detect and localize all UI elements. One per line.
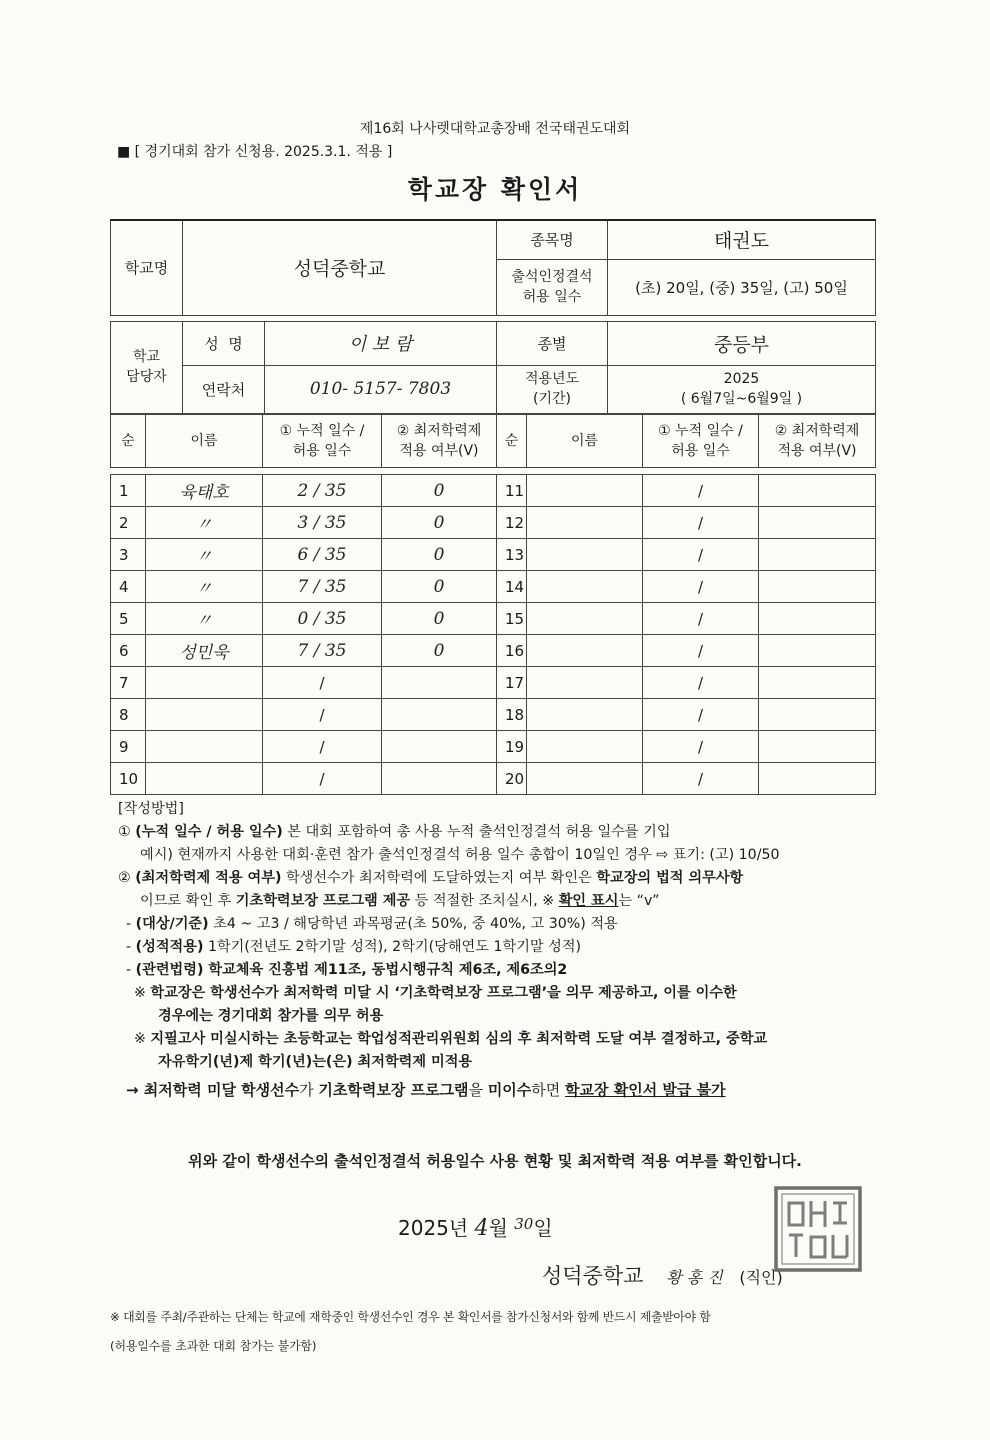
athlete-name <box>527 731 643 763</box>
cumulative-days: / <box>643 475 759 507</box>
table-row <box>111 603 876 635</box>
athlete-name: 〃 <box>146 571 263 603</box>
min-achievement-check <box>759 699 876 731</box>
cumulative-days: / <box>643 667 759 699</box>
row-number: 8 <box>111 699 146 731</box>
col-header-min-line1: ② 최저학력제 <box>396 423 482 439</box>
col-header-no: 순 <box>497 415 527 468</box>
principal-name: 황 홍 진 <box>666 1268 723 1287</box>
athlete-name <box>527 603 643 635</box>
athlete-name <box>527 475 643 507</box>
table-row <box>111 539 876 571</box>
confirmation-statement: 위와 같이 학생선수의 출석인정결석 허용일수 사용 현황 및 최저학력 적용 여부를 확인합니다. <box>188 1152 802 1170</box>
official-seal-icon <box>773 1185 863 1273</box>
manager-label-line1: 학교 <box>132 349 161 365</box>
cumulative-days: / <box>263 667 382 699</box>
date-month: 4 <box>474 1216 489 1241</box>
col-header-min-line2: 적용 여부(V) <box>777 443 857 459</box>
min-achievement-check <box>759 475 876 507</box>
col-header-days-line1: ① 누적 일수 / <box>658 423 743 439</box>
table-row <box>111 699 876 731</box>
athlete-table <box>110 414 876 795</box>
allowance-label-line2: 허용 일수 <box>522 289 582 305</box>
cumulative-days: / <box>263 699 382 731</box>
row-number: 17 <box>497 667 527 699</box>
athlete-name <box>527 763 643 795</box>
min-achievement-check <box>759 731 876 763</box>
athlete-name <box>146 667 263 699</box>
instructions-title: [작성방법] <box>118 801 184 817</box>
row-number: 12 <box>497 507 527 539</box>
athlete-name <box>146 699 263 731</box>
instruction-line: 자유학기(년)제 학기(년)는(은) 최저학력제 미적용 <box>158 1054 473 1070</box>
table-row <box>111 475 876 507</box>
instruction-line: - (대상/기준) 초4 ~ 고3 / 해당학년 과목평균(초 50%, 중 40%, 고 30%) 적용 <box>126 916 618 932</box>
division-label: 종별 <box>497 321 608 365</box>
row-number: 3 <box>111 539 146 571</box>
year-value-period: ( 6월7일~6월9일 ) <box>680 391 803 407</box>
sport-label: 종목명 <box>497 220 608 259</box>
col-header-min-line2: 적용 여부(V) <box>399 443 479 459</box>
row-number: 4 <box>111 571 146 603</box>
cumulative-days: 7 / 35 <box>263 571 382 603</box>
table-row <box>111 731 876 763</box>
cumulative-days: / <box>643 539 759 571</box>
min-achievement-check <box>759 603 876 635</box>
cumulative-days: / <box>643 635 759 667</box>
issue-date <box>398 1212 553 1241</box>
year-label-line2: (기간) <box>533 391 571 407</box>
row-number: 16 <box>497 635 527 667</box>
min-achievement-check <box>759 763 876 795</box>
athlete-name <box>527 635 643 667</box>
athlete-name <box>527 507 643 539</box>
col-header-days-line1: ① 누적 일수 / <box>279 423 365 439</box>
cumulative-days: / <box>643 731 759 763</box>
year-label <box>497 365 608 413</box>
instruction-line: ※ 학교장은 학생선수가 최저학력 미달 시 ‘기초학력보장 프로그램’을 의무 제공하고, 이를 이수한 <box>134 985 737 1001</box>
athlete-name: 육태호 <box>146 475 263 507</box>
row-number: 5 <box>111 603 146 635</box>
col-header-min <box>759 415 876 468</box>
row-number: 18 <box>497 699 527 731</box>
table-row <box>111 507 876 539</box>
table-row <box>111 763 876 795</box>
cumulative-days: / <box>643 507 759 539</box>
date-day-unit: 일 <box>533 1216 553 1240</box>
min-achievement-check <box>759 667 876 699</box>
event-title: 제16회 나사렛대학교총장배 전국태권도대회 <box>359 121 631 137</box>
athlete-name <box>527 667 643 699</box>
row-number: 15 <box>497 603 527 635</box>
sport-value: 태권도 <box>608 220 876 259</box>
cumulative-days: 6 / 35 <box>263 539 382 571</box>
spacer <box>111 468 876 475</box>
athlete-name <box>527 571 643 603</box>
allowance-label <box>497 259 608 315</box>
contact-label: 연락처 <box>183 365 265 413</box>
cumulative-days: 2 / 35 <box>263 475 382 507</box>
info-table <box>110 219 876 414</box>
instruction-line: - (성적적용) 1학기(전년도 2학기말 성적), 2학기(당해연도 1학기말 성적) <box>126 939 582 955</box>
instruction-line: - (관련법령) 학교체육 진흥법 제11조, 동법시행규칙 제6조, 제6조의2 <box>126 962 568 978</box>
min-achievement-check: 0 <box>382 571 497 603</box>
min-achievement-check: 0 <box>382 603 497 635</box>
date-year: 2025년 <box>398 1216 469 1240</box>
min-achievement-check <box>759 571 876 603</box>
footnote-line: (허용일수를 초과한 대회 참가는 불가함) <box>110 1339 317 1353</box>
allowance-value: (초) 20일, (중) 35일, (고) 50일 <box>608 259 876 315</box>
col-header-name: 이름 <box>146 415 263 468</box>
col-header-days-line2: 허용 일수 <box>671 443 730 459</box>
form-tag: ■ [ 경기대회 참가 신청용. 2025.3.1. 적용 ] <box>117 144 393 160</box>
cumulative-days: / <box>263 731 382 763</box>
manager-name-label: 성 명 <box>183 321 265 365</box>
year-label-line1: 적용년도 <box>524 371 580 387</box>
athlete-name <box>527 539 643 571</box>
cumulative-days: / <box>643 603 759 635</box>
athlete-name: 〃 <box>146 539 263 571</box>
row-number: 10 <box>111 763 146 795</box>
cumulative-days: / <box>643 699 759 731</box>
footnote-line: ※ 대회를 주최/주관하는 단체는 학교에 재학중인 학생선수인 경우 본 확인서를 참가신청서와 함께 반드시 제출받아야 함 <box>110 1310 711 1324</box>
table-row <box>111 635 876 667</box>
table-header-row <box>111 415 876 468</box>
manager-name-value: 이 보 람 <box>265 321 497 365</box>
col-header-min <box>382 415 497 468</box>
min-achievement-check: 0 <box>382 539 497 571</box>
row-number: 2 <box>111 507 146 539</box>
school-signature: 성덕중학교 <box>542 1264 644 1288</box>
row-number: 19 <box>497 731 527 763</box>
table-row <box>111 667 876 699</box>
footnote <box>110 1303 880 1361</box>
cumulative-days: 7 / 35 <box>263 635 382 667</box>
date-day: 30 <box>514 1215 534 1233</box>
cumulative-days: / <box>643 763 759 795</box>
instruction-line: 이므로 확인 후 기초학력보장 프로그램 제공 등 적절한 조치실시, ※ 확인 표시는 “v” <box>140 893 660 909</box>
row-number: 6 <box>111 635 146 667</box>
manager-label <box>111 321 183 413</box>
instructions <box>118 798 878 1102</box>
row-number: 9 <box>111 731 146 763</box>
date-month-unit: 월 <box>488 1216 508 1240</box>
row-number: 20 <box>497 763 527 795</box>
min-achievement-check <box>382 699 497 731</box>
col-header-days <box>643 415 759 468</box>
instruction-line: → 최저학력 미달 학생선수가 기초학력보장 프로그램을 미이수하면 학교장 확인서 발급 불가 <box>126 1081 726 1099</box>
athlete-name: 성민욱 <box>146 635 263 667</box>
manager-label-line2: 담당자 <box>126 369 167 385</box>
row-number: 14 <box>497 571 527 603</box>
cumulative-days: 0 / 35 <box>263 603 382 635</box>
signature-line <box>542 1260 783 1290</box>
allowance-label-line1: 출석인정결석 <box>511 269 593 285</box>
contact-value: 010- 5157- 7803 <box>265 365 497 413</box>
col-header-days-line2: 허용 일수 <box>292 443 352 459</box>
school-name-value: 성덕중학교 <box>183 220 497 315</box>
min-achievement-check <box>382 731 497 763</box>
year-value <box>608 365 876 413</box>
col-header-min-line1: ② 최저학력제 <box>774 423 860 439</box>
col-header-no: 순 <box>111 415 146 468</box>
document-title: 학교장 확인서 <box>407 175 583 204</box>
min-achievement-check: 0 <box>382 635 497 667</box>
year-value-year: 2025 <box>723 371 760 387</box>
athlete-name: 〃 <box>146 507 263 539</box>
athlete-name: 〃 <box>146 603 263 635</box>
min-achievement-check <box>382 667 497 699</box>
min-achievement-check <box>382 763 497 795</box>
athlete-name <box>527 699 643 731</box>
table-row <box>111 571 876 603</box>
school-name-label: 학교명 <box>111 220 183 315</box>
seal-suffix: (직인) <box>739 1268 783 1287</box>
cumulative-days: / <box>263 763 382 795</box>
min-achievement-check: 0 <box>382 507 497 539</box>
min-achievement-check <box>759 635 876 667</box>
instruction-line: 경우에는 경기대회 참가를 의무 허용 <box>158 1008 384 1024</box>
instruction-line: ① (누적 일수 / 허용 일수) 본 대회 포함하여 총 사용 누적 출석인정결석 허용 일수를 기입 <box>118 824 671 840</box>
cumulative-days: 3 / 35 <box>263 507 382 539</box>
athlete-name <box>146 731 263 763</box>
division-value: 중등부 <box>608 321 876 365</box>
instruction-line: ② (최저학력제 적용 여부) 학생선수가 최저학력에 도달하였는지 여부 확인은 학교장의 법적 의무사항 <box>118 870 744 886</box>
row-number: 7 <box>111 667 146 699</box>
row-number: 11 <box>497 475 527 507</box>
row-number: 13 <box>497 539 527 571</box>
min-achievement-check <box>759 507 876 539</box>
cumulative-days: / <box>643 571 759 603</box>
col-header-name: 이름 <box>527 415 643 468</box>
instruction-line: 예시) 현재까지 사용한 대회·훈련 참가 출석인정결석 허용 일수 총합이 10일인 경우 ⇨ 표기: (고) 10/50 <box>140 847 780 863</box>
col-header-days <box>263 415 382 468</box>
min-achievement-check: 0 <box>382 475 497 507</box>
athlete-name <box>146 763 263 795</box>
min-achievement-check <box>759 539 876 571</box>
row-number: 1 <box>111 475 146 507</box>
instruction-line: ※ 지필고사 미실시하는 초등학교는 학업성적관리위원회 심의 후 최저학력 도달 여부 결정하고, 중학교 <box>134 1031 768 1047</box>
